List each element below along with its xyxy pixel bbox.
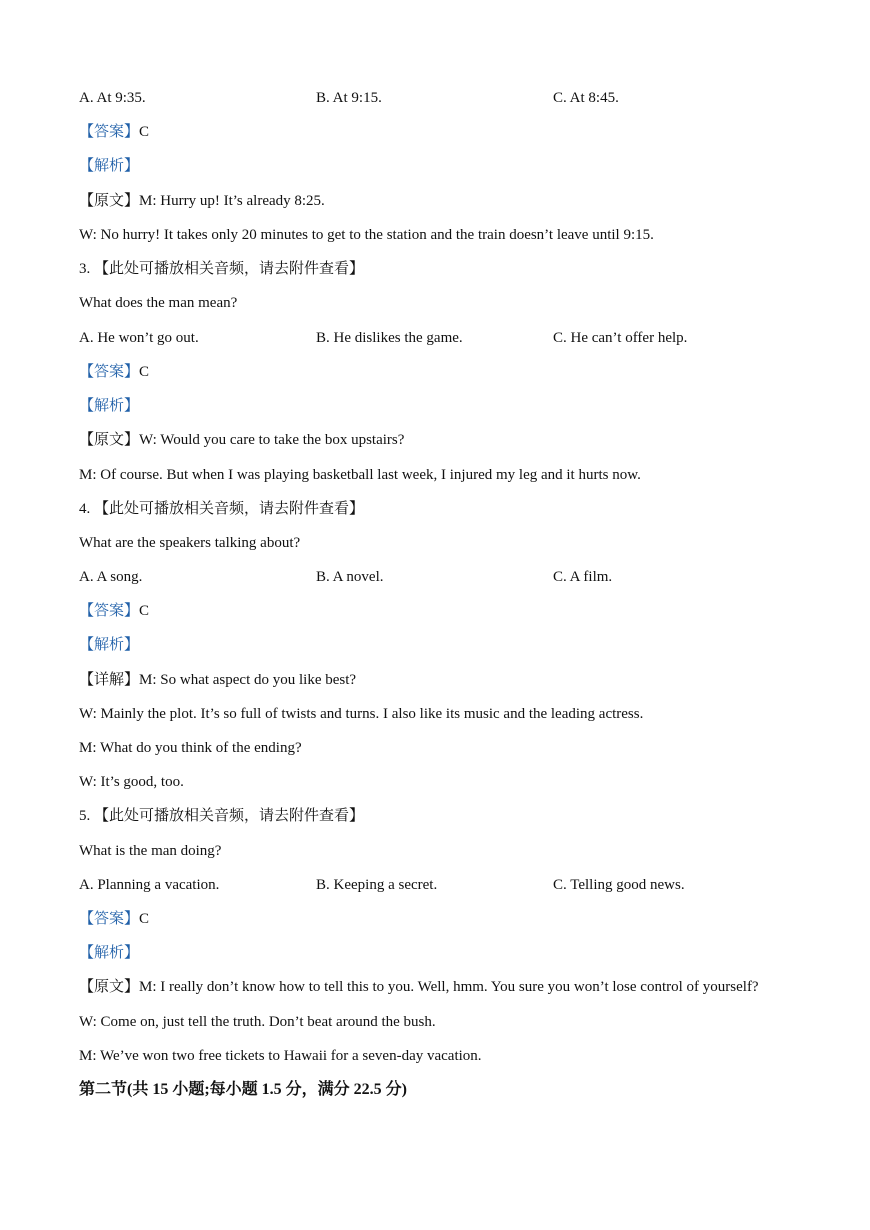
q4-answer-line xyxy=(79,601,149,621)
q4-transcript-1 xyxy=(79,670,356,690)
q3-question: What does the man mean? xyxy=(79,295,238,311)
q5-transcript-3: M: We’ve won two free tickets to Hawaii for a seven-day vacation. xyxy=(79,1048,482,1064)
q4-question: What are the speakers talking about? xyxy=(79,535,301,551)
q5-transcript-2: W: Come on, just tell the truth. Don’t beat around the bush. xyxy=(79,1014,436,1030)
q5-options xyxy=(79,875,799,895)
answer-value: C xyxy=(139,603,150,619)
q3-option-a: A. He won’t go out. xyxy=(79,330,199,346)
q2-analysis-line xyxy=(79,156,139,176)
transcript-tag: 【原文】 xyxy=(79,432,140,448)
q3-answer-line xyxy=(79,362,149,382)
q3-options xyxy=(79,328,799,348)
transcript-tag: 【原文】 xyxy=(79,193,140,209)
q3-transcript-1 xyxy=(79,430,404,450)
transcript-text: W: Would you care to take the box upstairs? xyxy=(139,432,405,448)
q2-option-b: B. At 9:15. xyxy=(316,90,382,106)
q4-title: 4. 【此处可播放相关音频，请去附件查看】 xyxy=(79,501,365,517)
q5-question: What is the man doing? xyxy=(79,843,222,859)
analysis-tag: 【解析】 xyxy=(79,945,140,961)
q5-option-b: B. Keeping a secret. xyxy=(316,877,438,893)
q5-option-c: C. Telling good news. xyxy=(553,877,685,893)
answer-tag: 【答案】 xyxy=(79,124,140,140)
q3-analysis-line xyxy=(79,396,139,416)
q5-title: 5. 【此处可播放相关音频，请去附件查看】 xyxy=(79,808,365,824)
q4-option-a: A. A song. xyxy=(79,569,143,585)
q3-option-c: C. He can’t offer help. xyxy=(553,330,688,346)
answer-tag: 【答案】 xyxy=(79,364,140,380)
q2-options xyxy=(79,88,799,108)
q3-title: 3. 【此处可播放相关音频，请去附件查看】 xyxy=(79,261,365,277)
analysis-tag: 【解析】 xyxy=(79,398,140,414)
q2-answer-line xyxy=(79,122,149,142)
q4-analysis-line xyxy=(79,635,139,655)
q4-transcript-4: W: It’s good, too. xyxy=(79,774,184,790)
answer-tag: 【答案】 xyxy=(79,603,140,619)
answer-value: C xyxy=(139,364,150,380)
q4-option-c: C. A film. xyxy=(553,569,613,585)
q4-options xyxy=(79,567,799,587)
transcript-tag: 【原文】 xyxy=(79,979,140,995)
q4-transcript-2: W: Mainly the plot. It’s so full of twists and turns. I also like its music and the leading actress. xyxy=(79,706,644,722)
answer-value: C xyxy=(139,124,150,140)
q3-option-b: B. He dislikes the game. xyxy=(316,330,463,346)
transcript-text: M: Hurry up! It’s already 8:25. xyxy=(139,193,325,209)
q5-analysis-line xyxy=(79,943,139,963)
q2-transcript-1 xyxy=(79,191,325,211)
q4-transcript-3: M: What do you think of the ending? xyxy=(79,740,302,756)
q2-option-c: C. At 8:45. xyxy=(553,90,619,106)
analysis-tag: 【解析】 xyxy=(79,158,140,174)
q5-option-a: A. Planning a vacation. xyxy=(79,877,220,893)
answer-value: C xyxy=(139,911,150,927)
q4-option-b: B. A novel. xyxy=(316,569,384,585)
transcript-text: M: I really don’t know how to tell this to you. Well, hmm. You sure you won’t lose control of yourself? xyxy=(139,979,759,995)
q2-transcript-2: W: No hurry! It takes only 20 minutes to get to the station and the train doesn’t leave until 9:15. xyxy=(79,227,654,243)
detail-tag: 【详解】 xyxy=(79,672,140,688)
q2-option-a: A. At 9:35. xyxy=(79,90,146,106)
analysis-tag: 【解析】 xyxy=(79,637,140,653)
answer-tag: 【答案】 xyxy=(79,911,140,927)
section-heading: 第二节(共 15 小题;每小题 1.5 分，满分 22.5 分) xyxy=(79,1081,407,1098)
q5-transcript-1 xyxy=(79,977,759,997)
q3-transcript-2: M: Of course. But when I was playing basketball last week, I injured my leg and it hurts now. xyxy=(79,467,641,483)
transcript-text: M: So what aspect do you like best? xyxy=(139,672,357,688)
q5-answer-line xyxy=(79,909,149,929)
